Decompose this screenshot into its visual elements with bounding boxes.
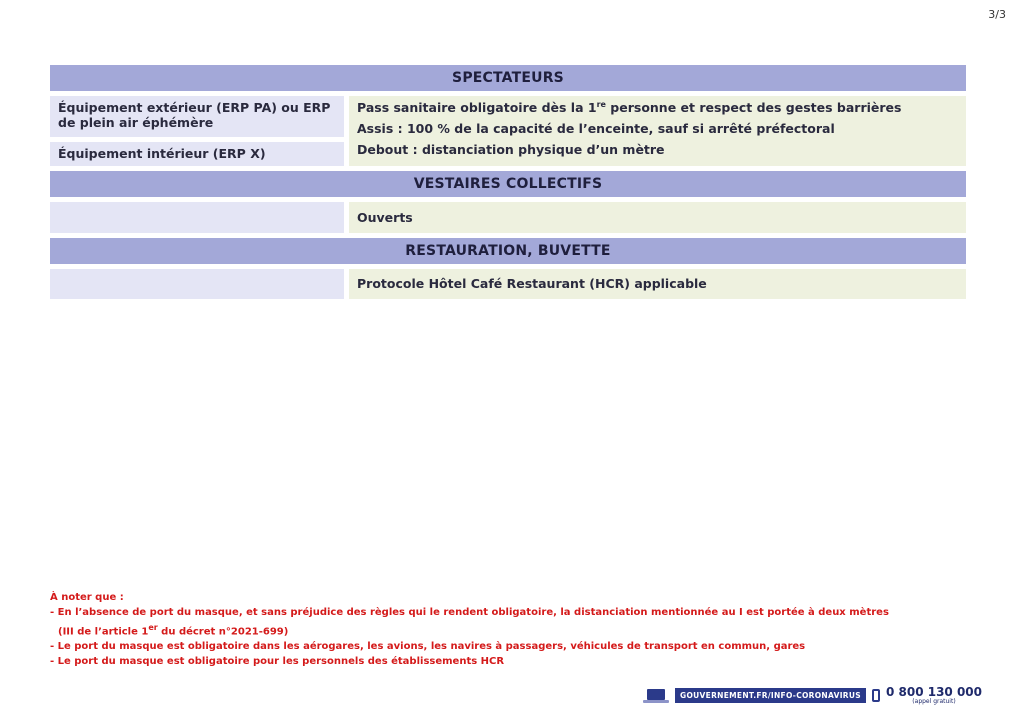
rules-table xyxy=(50,65,966,304)
section-header-vestiaires: VESTAIRES COLLECTIFS xyxy=(50,171,966,197)
left-cell-exterieur: Équipement extérieur (ERP PA) ou ERP de plein air éphémère xyxy=(50,96,344,137)
left-cell-restauration xyxy=(50,269,344,299)
note-masque-transports: - Le port du masque est obligatoire dans les aérogares, les avions, les navires à passagers, véhicules de transport en commun, gares xyxy=(50,641,806,653)
rule-debout: Debout : distanciation physique d’un mètre xyxy=(357,142,665,158)
phone-note: (appel gratuit) xyxy=(912,698,956,705)
section-vestiaires xyxy=(50,202,966,233)
phone-icon xyxy=(872,689,880,702)
note-distanciation-ref: (III de l’article 1er du décret n°2021-699) xyxy=(58,623,289,638)
section-header-restauration: RESTAURATION, BUVETTE xyxy=(50,238,966,264)
notes-block xyxy=(50,590,889,669)
right-cell-restauration: Protocole Hôtel Café Restaurant (HCR) applicable xyxy=(349,269,966,299)
footer xyxy=(643,686,982,705)
note-masque-hcr: - Le port du masque est obligatoire pour les personnels des établissements HCR xyxy=(50,656,505,668)
right-cell-vestiaires: Ouverts xyxy=(349,202,966,233)
section-restauration xyxy=(50,269,966,299)
section-header-spectateurs: SPECTATEURS xyxy=(50,65,966,91)
laptop-icon xyxy=(643,689,669,703)
phone-number-block xyxy=(886,686,982,705)
right-cell-spectateurs xyxy=(349,96,966,166)
left-cell-interieur: Équipement intérieur (ERP X) xyxy=(50,142,344,166)
section-spectateurs xyxy=(50,96,966,166)
left-cell-vestiaires xyxy=(50,202,344,233)
website-link[interactable]: GOUVERNEMENT.FR/INFO-CORONAVIRUS xyxy=(675,688,866,703)
rule-pass-sanitaire: Pass sanitaire obligatoire dès la 1re personne et respect des gestes barrières xyxy=(357,100,902,116)
rule-assis: Assis : 100 % de la capacité de l’enceinte, sauf si arrêté préfectoral xyxy=(357,121,835,137)
notes-title: À noter que : xyxy=(50,592,124,603)
page-number: 3/3 xyxy=(988,8,1006,21)
phone-number[interactable]: 0 800 130 000 xyxy=(885,685,982,699)
note-distanciation: - En l’absence de port du masque, et sans préjudice des règles qui le rendent obligatoire, la distanciation mentionnée au I est portée à deux mètres xyxy=(50,607,889,618)
left-column xyxy=(50,96,344,166)
